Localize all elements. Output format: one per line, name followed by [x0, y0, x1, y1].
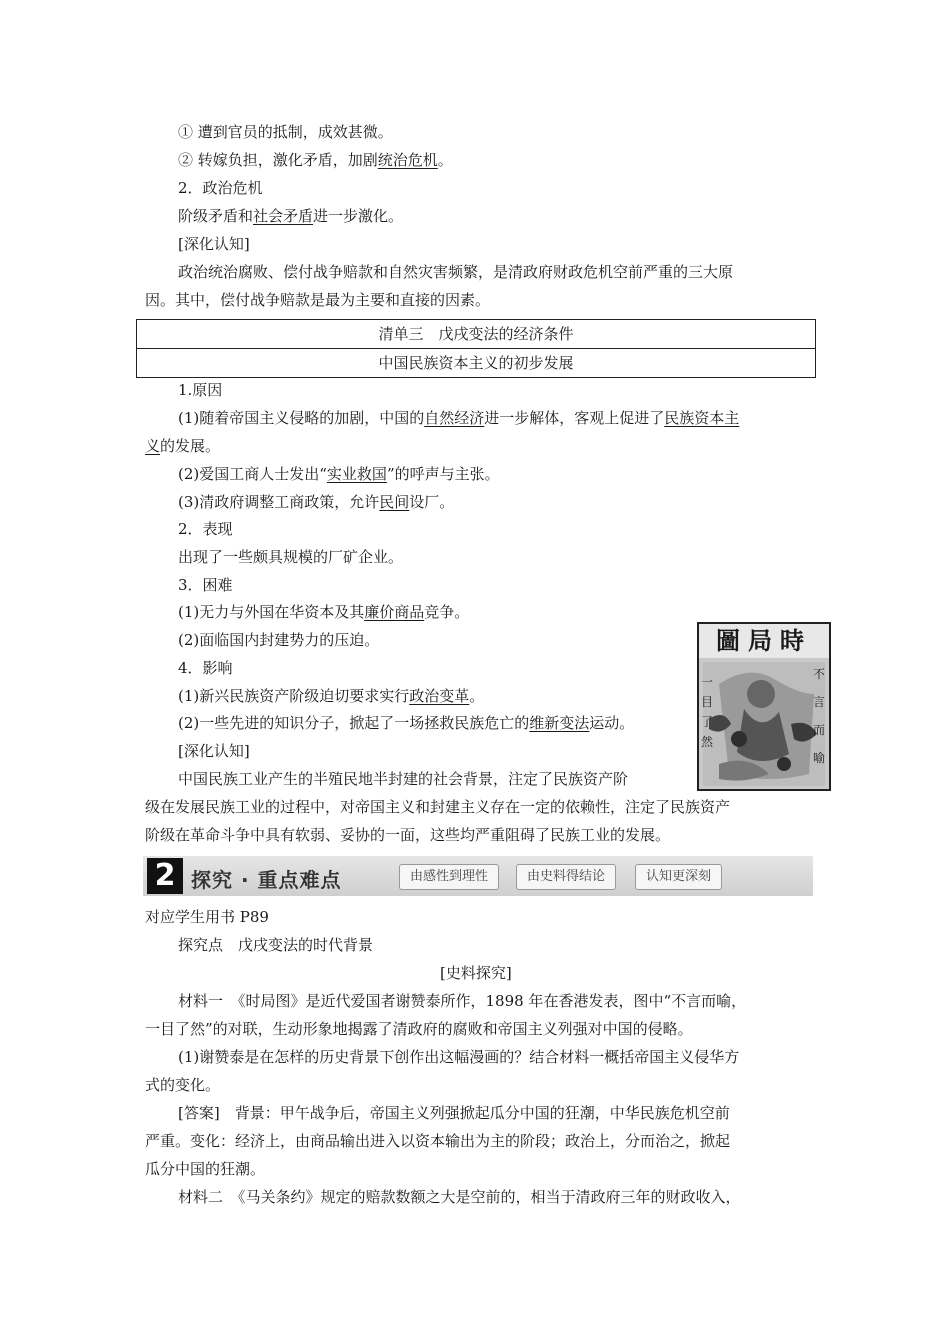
text-segment: 式的变化。: [145, 1076, 221, 1094]
cartoon-right-couplet: 不言而喻: [813, 667, 826, 765]
text-line: [178, 935, 373, 955]
text-segment: [史料探究]: [440, 964, 512, 982]
text-segment: (1)随着帝国主义侵略的加剧，中国的: [178, 409, 425, 427]
text-segment: 阶级矛盾和: [178, 207, 254, 225]
text-segment: 因。其中，偿付战争赔款是最为主要和直接的因素。: [145, 291, 491, 309]
underlined-term: 社会矛盾: [253, 207, 314, 225]
banner-title: 探究 · 重点难点: [191, 868, 342, 892]
text-segment: 的发展。: [160, 437, 221, 455]
text-line: [178, 991, 746, 1011]
text-segment: 进一步激化。: [313, 207, 404, 225]
text-line: [178, 178, 263, 198]
text-line: [178, 206, 403, 226]
text-line: [145, 436, 220, 456]
text-line: [145, 1019, 693, 1039]
text-segment: ① 遭到官员的抵制，成效甚微。: [178, 123, 393, 141]
text-line: [178, 150, 453, 170]
text-line: [178, 122, 393, 142]
text-segment: 运动。: [589, 714, 635, 732]
cartoon-left-couplet: 一目了然: [701, 675, 714, 749]
text-segment: 材料二 《马关条约》规定的赔款数额之大是空前的，相当于清政府三年的财政收入，: [178, 1188, 741, 1206]
text-segment: (2)面临国内封建势力的压迫。: [178, 631, 380, 649]
text-line: [178, 686, 484, 706]
text-line: [178, 380, 222, 400]
text-segment: 。: [437, 151, 453, 169]
text-segment: 4．影响: [178, 659, 233, 677]
underlined-term: 义: [145, 437, 161, 455]
text-line: [178, 713, 634, 733]
text-line: [178, 464, 500, 484]
text-segment: 对应学生用书 P89: [145, 908, 269, 926]
text-line: [178, 492, 454, 512]
text-segment: (1)新兴民族资产阶级迫切要求实行: [178, 687, 410, 705]
text-line: [178, 234, 250, 254]
text-segment: 探究点 戊戌变法的时代背景: [178, 936, 374, 954]
text-line: [178, 1187, 741, 1207]
text-line: [440, 963, 512, 983]
text-line: [178, 658, 233, 678]
text-line: [178, 575, 233, 595]
text-segment: 1.原因: [178, 381, 223, 399]
underlined-term: 自然经济: [424, 409, 485, 427]
text-segment: 一目了然”的对联，生动形象地揭露了清政府的腐败和帝国主义列强对中国的侵略。: [145, 1020, 693, 1038]
text-line: [145, 1159, 265, 1179]
text-line: [145, 1131, 730, 1151]
text-segment: 设厂。: [409, 493, 455, 511]
underlined-term: 廉价商品: [364, 603, 425, 621]
text-line: [178, 1047, 739, 1067]
underlined-term: 民族资本主: [664, 409, 740, 427]
cartoon-title: 圖局時: [716, 626, 812, 655]
text-segment: 进一步解体，客观上促进了: [484, 409, 665, 427]
text-segment: 竞争。: [424, 603, 470, 621]
text-segment: (1)无力与外国在华资本及其: [178, 603, 365, 621]
text-line: [145, 907, 269, 927]
text-line: [178, 262, 733, 282]
text-line: [145, 825, 670, 845]
underlined-term: 实业救国: [326, 465, 387, 483]
text-line: [145, 797, 730, 817]
underlined-term: 民间: [379, 493, 410, 511]
text-segment: 阶级在革命斗争中具有软弱、妥协的一面，这些均严重阻碍了民族工业的发展。: [145, 826, 671, 844]
text-segment: 中国民族工业产生的半殖民地半封建的社会背景，注定了民族资产阶: [178, 770, 629, 788]
text-line: [178, 630, 379, 650]
text-segment: 2．政治危机: [178, 179, 263, 197]
text-segment: 。: [469, 687, 485, 705]
text-segment: 瓜分中国的狂潮。: [145, 1160, 266, 1178]
text-line: [178, 741, 250, 761]
underlined-term: 政治变革: [409, 687, 470, 705]
banner-tag: 认知更深刻: [635, 864, 722, 890]
text-segment: 2．表现: [178, 520, 233, 538]
banner-number: 2: [147, 858, 183, 894]
text-segment: 3．困难: [178, 576, 233, 594]
text-segment: 级在发展民族工业的过程中，对帝国主义和封建主义存在一定的依赖性，注定了民族资产: [145, 798, 731, 816]
banner-tag: 由史料得结论: [516, 864, 616, 890]
text-line: [178, 1103, 730, 1123]
text-segment: 政治统治腐败、偿付战争赔款和自然灾害频繁，是清政府财政危机空前严重的三大原: [178, 263, 734, 281]
underlined-term: 统治危机: [377, 151, 438, 169]
text-line: [178, 769, 628, 789]
text-segment: (3)清政府调整工商政策，允许: [178, 493, 380, 511]
text-segment: ”的呼声与主张。: [386, 465, 500, 483]
text-segment: [深化认知]: [178, 742, 250, 760]
text-segment: (2)一些先进的知识分子，掀起了一场拯救民族危亡的: [178, 714, 530, 732]
text-segment: (2)爱国工商人士发出“: [178, 465, 327, 483]
banner-tag: 由感性到理性: [399, 864, 499, 890]
text-line: [145, 290, 490, 310]
section-banner: [143, 856, 813, 896]
shijutu-cartoon: [697, 622, 831, 791]
text-line: [178, 547, 403, 567]
text-line: [178, 519, 233, 539]
checklist-title: 清单三 戊戌变法的经济条件: [378, 325, 574, 343]
text-segment: 严重。变化：经济上，由商品输出进入以资本输出为主的阶段；政治上，分而治之，掀起: [145, 1132, 731, 1150]
text-segment: [深化认知]: [178, 235, 250, 253]
underlined-term: 维新变法: [529, 714, 590, 732]
text-line: [145, 1075, 220, 1095]
text-segment: (1)谢赞泰是在怎样的历史背景下创作出这幅漫画的？结合材料一概括帝国主义侵华方: [178, 1048, 740, 1066]
text-segment: 出现了一些颇具规模的厂矿企业。: [178, 548, 404, 566]
text-segment: 材料一 《时局图》是近代爱国者谢赞泰所作，1898 年在香港发表，图中“不言而喻，: [178, 992, 747, 1010]
text-line: [178, 408, 739, 428]
checklist-subtitle: 中国民族资本主义的初步发展: [137, 348, 815, 377]
text-segment: ② 转嫁负担，激化矛盾，加剧: [178, 151, 378, 169]
text-segment: [答案] 背景：甲午战争后，帝国主义列强掀起瓜分中国的狂潮，中华民族危机空前: [178, 1104, 730, 1122]
checklist-table: [136, 319, 816, 378]
text-line: [178, 602, 469, 622]
